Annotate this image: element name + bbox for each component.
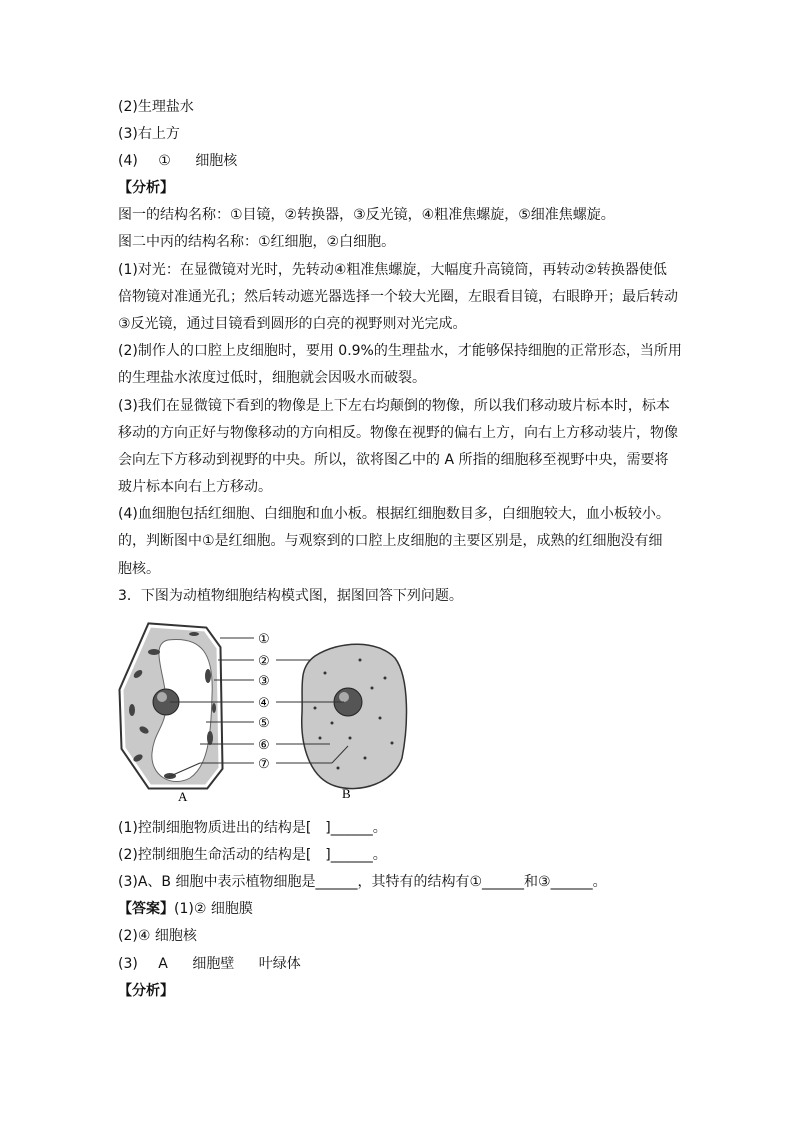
analysis-line-10: 玻片标本向右上方移动。 — [118, 479, 272, 495]
answer-3-row-1 — [118, 900, 253, 918]
answer-3-3 — [118, 955, 301, 973]
analysis-line-6: 的生理盐水浓度过低时，细胞就会因吸水而破裂。 — [118, 370, 426, 386]
answer-3-3-num: (3) — [118, 956, 138, 972]
answer-3-2: (2)④ 细胞核 — [118, 928, 197, 944]
label-7: ⑦ — [258, 756, 270, 771]
animal-nucleolus — [339, 692, 349, 702]
answer-3-3-v2: 细胞壁 — [192, 956, 235, 972]
analysis-line-5: (2)制作人的口腔上皮细胞时，要用 0.9%的生理盐水，才能够保持细胞的正常形态，当所用 — [118, 343, 682, 359]
cell-b-label: B — [342, 786, 351, 801]
analysis-line-7: (3)我们在显微镜下看到的物像是上下左右均颠倒的物像，所以我们移动玻片标本时，标本 — [118, 398, 670, 414]
analysis-line-9: 会向左下方移动到视野的中央。所以，欲将图乙中的 A 所指的细胞移至视野中央，需要将 — [118, 452, 669, 468]
analysis-line-3: 倍物镜对准通光孔；然后转动遮光器选择一个较大光圈，左眼看目镜，右眼睁开；最后转动 — [118, 289, 678, 305]
answer-3-1: (1)② 细胞膜 — [174, 901, 253, 917]
cell-diagram — [110, 618, 430, 818]
cell-a-label: A — [178, 789, 188, 804]
analysis-line-4: ③反光镜，通过目镜看到圆形的白亮的视野则对光完成。 — [118, 316, 467, 332]
analysis-line-12: 的，判断图中①是红细胞。与观察到的口腔上皮细胞的主要区别是，成熟的红细胞没有细 — [118, 533, 663, 549]
question-3-stem: 3．下图为动植物细胞结构模式图，据图回答下列问题。 — [118, 588, 463, 604]
answer-label: 【答案】 — [118, 901, 174, 917]
label-5: ⑤ — [258, 715, 270, 730]
analysis-line-11: (4)血细胞包括红细胞、白细胞和血小板。根据红细胞数目多，白细胞较大，血小板较小。 — [118, 506, 670, 522]
analysis-line-1: 图二中丙的结构名称：①红细胞，②白细胞。 — [118, 234, 396, 250]
answer-3-3-v1: A — [158, 956, 168, 972]
analysis-line-13: 胞核。 — [118, 561, 160, 577]
plant-nucleolus — [157, 692, 167, 702]
label-2: ② — [258, 653, 270, 668]
answer-3: (3)右上方 — [118, 126, 180, 142]
analysis-line-2: (1)对光：在显微镜对光时，先转动④粗准焦螺旋，大幅度升高镜筒，再转动②转换器使低 — [118, 262, 667, 278]
answer-4-num: (4) — [118, 153, 138, 169]
answer-4 — [118, 152, 237, 170]
question-3-1: (1)控制细胞物质进出的结构是[ ]______。 — [118, 820, 387, 836]
label-4: ④ — [258, 695, 270, 710]
answer-2: (2)生理盐水 — [118, 99, 194, 115]
answer-4-circle: ① — [158, 153, 171, 169]
analysis-2-heading: 【分析】 — [118, 983, 174, 999]
answer-4-text: 细胞核 — [195, 153, 238, 169]
analysis-line-8: 移动的方向正好与物像移动的方向相反。物像在视野的偏右上方，向右上方移动装片，物像 — [118, 425, 678, 441]
question-3-2: (2)控制细胞生命活动的结构是[ ]______。 — [118, 847, 387, 863]
label-3: ③ — [258, 673, 270, 688]
analysis-heading: 【分析】 — [118, 180, 174, 196]
label-1: ① — [258, 631, 270, 646]
analysis-line-0: 图一的结构名称：①目镜，②转换器，③反光镜，④粗准焦螺旋，⑤细准焦螺旋。 — [118, 207, 615, 223]
answer-3-3-v3: 叶绿体 — [258, 956, 301, 972]
question-3-3: (3)A、B 细胞中表示植物细胞是______，其特有的结构有①______和③______。 — [118, 874, 607, 890]
animal-cell — [302, 644, 407, 788]
label-6: ⑥ — [258, 737, 270, 752]
